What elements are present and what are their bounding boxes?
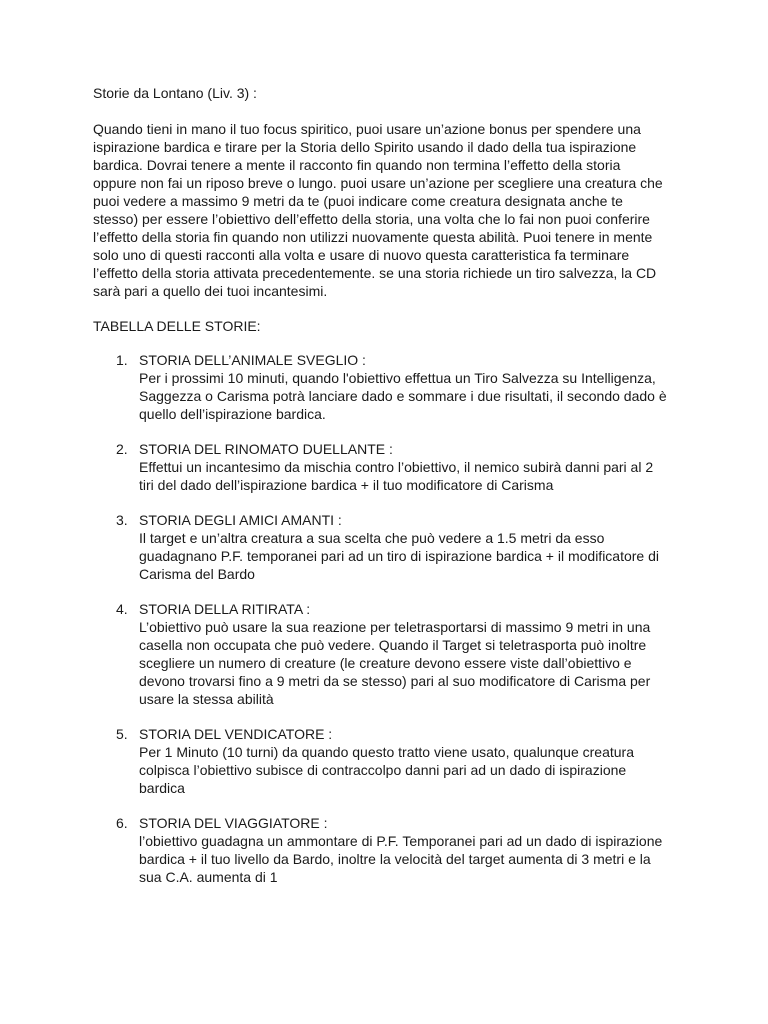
story-number: 4.: [116, 601, 128, 617]
story-description: Per 1 Minuto (10 turni) da quando questo tratto viene usato, qualunque creatura colpisca l’obiettivo subisce di contraccolpo danni pari ad un dado di ispirazione bardica: [139, 744, 634, 796]
story-title: STORIA DELLA RITIRATA :: [139, 601, 311, 617]
story-number: 3.: [116, 512, 128, 528]
story-number: 5.: [116, 726, 128, 742]
story-description: Per i prossimi 10 minuti, quando l'obiettivo effettua un Tiro Salvezza su Intelligenza, Saggezza o Carisma potrà lanciare dado e sommare i due risultati, il secondo dado è quello dell’ispirazione bardica.: [139, 370, 667, 422]
story-title: STORIA DELL’ANIMALE SVEGLIO :: [139, 352, 366, 368]
story-description: Effettui un incantesimo da mischia contro l’obiettivo, il nemico subirà danni pari al 2 tiri del dado dell’ispirazione bardica + il tuo modificatore di Carisma: [139, 459, 654, 493]
story-description: L’obiettivo può usare la sua reazione per teletrasportarsi di massimo 9 metri in una casella non occupata che può vedere. Quando il Target si teletrasporta può inoltre scegliere un numero di creature (le creature devono essere viste dall’obiettivo e devono trovarsi fino a 9 metri da se stesso) pari al suo modificatore di Carisma per usare la stessa abilità: [139, 619, 651, 707]
story-description: l’obiettivo guadagna un ammontare di P.F. Temporanei pari ad un dado di ispirazione bardica + il tuo livello da Bardo, inoltre la velocità del target aumenta di 3 metri e la sua C.A. aumenta di 1: [139, 833, 663, 885]
story-item-3: [93, 511, 683, 583]
stories-list: [93, 351, 683, 886]
story-item-6: [93, 814, 683, 886]
story-item-5: [93, 725, 683, 797]
story-item-4: [93, 600, 683, 708]
story-title: STORIA DEL VIAGGIATORE :: [139, 815, 328, 831]
story-description: Il target e un’altra creatura a sua scelta che può vedere a 1.5 metri da esso guadagnano P.F. temporanei pari ad un tiro di ispirazione bardica + il modificatore di Carisma del Bardo: [139, 530, 660, 582]
story-title: STORIA DEGLI AMICI AMANTI :: [139, 512, 342, 528]
story-number: 2.: [116, 441, 128, 457]
story-item-2: [93, 440, 683, 494]
story-title: STORIA DEL RINOMATO DUELLANTE :: [139, 441, 393, 457]
section-heading: Storie da Lontano (Liv. 3) :: [93, 85, 257, 101]
document-page: [93, 84, 683, 903]
story-number: 1.: [116, 352, 128, 368]
intro-paragraph: Quando tieni in mano il tuo focus spiritico, puoi usare un’azione bonus per spendere una ispirazione bardica e tirare per la Storia dello Spirito usando il dado della tua ispirazione bardica. Dovrai tenere a mente il racconto fin quando non termina l’effetto della storia oppure non fai un riposo breve o lungo. puoi usare un’azione per scegliere una creatura che puoi vedere a massimo 9 metri da te (puoi indicare come creatura designata anche te stesso) per essere l’obiettivo dell’effetto della storia, una volta che lo fai non puoi conferire l’effetto della storia fin quando non utilizzi nuovamente questa abilità. Puoi tenere in mente solo uno di questi racconti alla volta e usare di nuovo questa caratteristica fa terminare l’effetto della storia attivata precedentemente. se una storia richiede un tiro salvezza, la CD sarà pari a quello dei tuoi incantesimi.: [93, 121, 663, 299]
story-item-1: [93, 351, 683, 423]
story-title: STORIA DEL VENDICATORE :: [139, 726, 333, 742]
story-number: 6.: [116, 815, 128, 831]
stories-table-title: TABELLA DELLE STORIE:: [93, 318, 261, 334]
